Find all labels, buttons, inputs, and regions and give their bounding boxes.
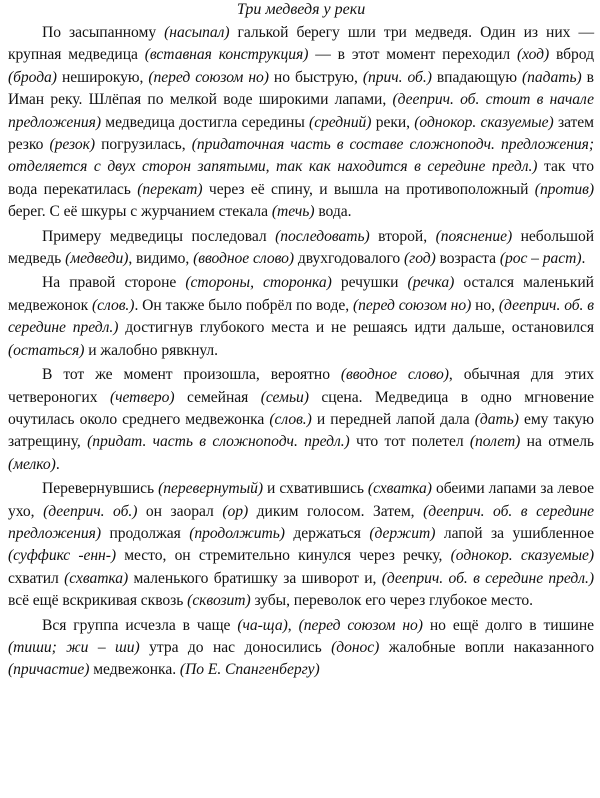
paragraph-3: На правой стороне (стороны, сторонка) речушки (речка) остался маленький медвежонок (слов.). Он также было побрёл по воде, (перед союзом но) но, (дееприч. об. в середине предл.) достигнув глубокого места и не решаясь идти дальше, остановился (остаться) и жалобно рявкнул. (8, 274, 594, 359)
paragraph-6: Вся группа исчезла в чаще (ча-ща), (перед союзом но) но ещё долго в тишине (тиши; жи – ши) утра до нас доносились (донос) жалобные вопли наказанного (причастие) медвежонка. (По Е. Спангенбергу) (8, 616, 594, 679)
paragraph-1: По засыпанному (насыпал) галькой берегу шли три медведя. Один из них — крупная медведица (вставная конструкция) — в этот момент переходил (ход) вброд (брода) неширокую, (перед союзом но) но быструю, (прич. об.) впадающую (падать) в Иман реку. Шлёпая по мелкой воде широкими лапами, (дееприч. об. стоит в начале предложения) медведица достигла середины (средний) реки, (однокор. сказуемые) затем резко (резок) погрузилась, (придаточная часть в составе сложноподч. предложения; отделяется с двух сторон запятыми, так как находится в середине предл.) так что вода перекатилась (перекат) через её спину, и вышла на противоположный (против) берег. С её шкуры с журчанием стекала (течь) вода. (8, 24, 595, 221)
paragraph-5: Перевернувшись (перевернутый) и схватившись (схватка) обеими лапами за левое ухо, (дееприч. об.) он заорал (ор) диким голосом. Затем, (дееприч. об. в середине предложения) продолжая (продолжить) держаться (держит) лапой за ушибленное (суффикс -енн-) место, он стремительно кинулся через речку, (однокор. сказуемые) схватил (схватка) маленького братишку за шиворот и, (дееприч. об. в середине предл.) всё ещё вскрикивая сквозь (сквозит) зубы, переволок его через глубокое место. (8, 480, 595, 610)
document-title: Три медведя у реки (236, 1, 366, 18)
paragraph-2: Примеру медведицы последовал (последовать) второй, (пояснение) небольшой медведь (медведи), видимо, (вводное слово) двухгодовалого (год) возраста (рос – раст). (8, 227, 595, 268)
paragraph-4: В тот же момент произошла, вероятно (вводное слово), обычная для этих четвероногих (четверо) семейная (семьи) сцена. Медведица в одно мгновение очутилась около среднего медвежонка (слов.) и передней лапой дала (дать) ему такую затрещину, (придат. часть в сложноподч. предл.) что тот полетел (полет) на отмель (мелко). (8, 366, 595, 473)
